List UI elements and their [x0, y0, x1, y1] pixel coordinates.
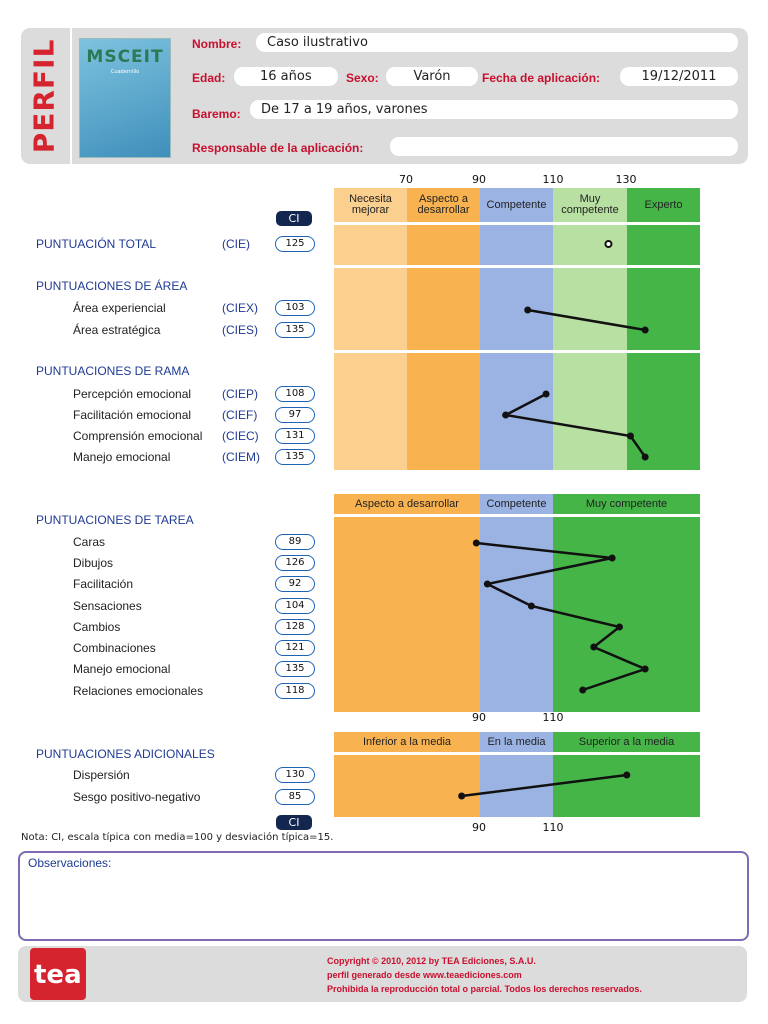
observaciones-box[interactable] — [18, 851, 749, 941]
tick-label: 110 — [542, 711, 564, 724]
generated-line: perfil generado desde www.teaediciones.com — [327, 970, 522, 980]
band-header: En la media — [487, 735, 546, 748]
tick-label: 90 — [472, 173, 486, 186]
ci-badge: CI — [276, 211, 312, 226]
tick-label: 130 — [615, 173, 637, 186]
score-pill: 135 — [275, 322, 315, 338]
score-pill: 103 — [275, 300, 315, 316]
tarea-point — [590, 644, 597, 651]
rama-line — [506, 394, 645, 457]
baremo-field[interactable]: De 17 a 19 años, varones — [250, 100, 738, 119]
tick-label: 110 — [542, 173, 564, 186]
code-label: (CIEX) — [222, 301, 258, 315]
band-header: Aspecto a desarrollar — [417, 193, 470, 216]
row-name: Dispersión — [73, 768, 130, 782]
score-pill: 121 — [275, 640, 315, 656]
band-header: Aspecto a desarrollar — [355, 497, 459, 510]
code-label: (CIE) — [222, 237, 250, 251]
tarea-point — [616, 624, 623, 631]
section-tarea: PUNTUACIONES DE TAREA — [36, 513, 194, 527]
score-pill: 135 — [275, 661, 315, 677]
tarea-point — [484, 581, 491, 588]
tarea-point — [473, 540, 480, 547]
baremo-label: Baremo: — [192, 107, 241, 121]
row-name: Facilitación emocional — [73, 408, 192, 422]
band-header: Experto — [644, 198, 683, 211]
code-label: (CIEC) — [222, 429, 259, 443]
code-label: (CIEP) — [222, 387, 258, 401]
band-header: Superior a la media — [578, 735, 675, 748]
area-point — [524, 307, 531, 314]
code-label: (CIEF) — [222, 408, 258, 422]
score-pill: 104 — [275, 598, 315, 614]
nombre-label: Nombre: — [192, 37, 242, 51]
row-name: Área estratégica — [73, 323, 161, 337]
rama-point — [627, 433, 634, 440]
adicionales-point — [458, 793, 465, 800]
score-pill: 125 — [275, 236, 315, 252]
band-header: Competente — [486, 497, 547, 510]
row-name: Caras — [73, 535, 106, 549]
row-name: Dibujos — [73, 556, 114, 570]
tick-label: 70 — [399, 173, 413, 186]
band-header: Muy competente — [585, 497, 668, 510]
section-rama: PUNTUACIONES DE RAMA — [36, 364, 190, 378]
edad-field[interactable]: 16 años — [234, 67, 338, 86]
tea-logo: tea — [30, 948, 86, 1000]
score-pill: 130 — [275, 767, 315, 783]
cover-subtitle: Cuadernillo — [110, 69, 140, 75]
tarea-line — [476, 543, 645, 690]
score-pill: 108 — [275, 386, 315, 402]
section-adicionales: PUNTUACIONES ADICIONALES — [36, 747, 215, 761]
score-pill: 85 — [275, 789, 315, 805]
observaciones-label: Observaciones: — [28, 856, 112, 870]
copyright-line: Copyright © 2010, 2012 by TEA Ediciones, S.A.U. — [327, 956, 536, 966]
band-header: Inferior a la media — [362, 735, 452, 748]
row-name: Facilitación — [73, 577, 134, 591]
row-name: Sesgo positivo-negativo — [73, 790, 201, 804]
row-name: Sensaciones — [73, 599, 142, 613]
band-header: Competente — [486, 198, 547, 211]
rama-point — [502, 412, 509, 419]
section-total: PUNTUACIÓN TOTAL — [36, 237, 157, 251]
row-name: Manejo emocional — [73, 450, 171, 464]
adicionales-line — [462, 775, 627, 796]
code-label: (CIEM) — [222, 450, 260, 464]
area-point — [642, 327, 649, 334]
rama-point — [543, 391, 550, 398]
score-pill: 131 — [275, 428, 315, 444]
rama-point — [642, 454, 649, 461]
row-name: Manejo emocional — [73, 662, 171, 676]
band-header: Necesita mejorar — [349, 193, 392, 216]
row-name: Cambios — [73, 620, 121, 634]
sexo-field[interactable]: Varón — [386, 67, 478, 86]
score-pill: 126 — [275, 555, 315, 571]
tarea-point — [579, 687, 586, 694]
tick-label: 110 — [542, 821, 564, 834]
adicionales-point — [623, 772, 630, 779]
score-pill: 118 — [275, 683, 315, 699]
score-pill: 97 — [275, 407, 315, 423]
fecha-field[interactable]: 19/12/2011 — [620, 67, 738, 86]
score-pill: 92 — [275, 576, 315, 592]
row-name: Relaciones emocionales — [73, 684, 204, 698]
fecha-label: Fecha de aplicación: — [482, 71, 601, 85]
code-label: (CIES) — [222, 323, 258, 337]
score-pill: 89 — [275, 534, 315, 550]
perfil-title: PERFIL — [27, 38, 61, 154]
row-name: Percepción emocional — [73, 387, 192, 401]
row-name: Área experiencial — [73, 301, 166, 315]
tarea-point — [528, 603, 535, 610]
tick-label: 90 — [472, 821, 486, 834]
score-pill: 128 — [275, 619, 315, 635]
responsable-label: Responsable de la aplicación: — [192, 141, 364, 155]
sexo-label: Sexo: — [346, 71, 379, 85]
row-name: Combinaciones — [73, 641, 156, 655]
area-line — [528, 310, 645, 330]
row-name: Comprensión emocional — [73, 429, 203, 443]
score-pill: 135 — [275, 449, 315, 465]
nombre-field[interactable]: Caso ilustrativo — [256, 33, 738, 52]
section-area: PUNTUACIONES DE ÁREA — [36, 279, 188, 293]
edad-label: Edad: — [192, 71, 226, 85]
tarea-point — [642, 666, 649, 673]
ci-badge: CI — [276, 815, 312, 830]
total-point — [605, 241, 611, 247]
cover-title: MSCEIT — [86, 47, 164, 67]
tick-label: 90 — [472, 711, 486, 724]
tarea-point — [609, 555, 616, 562]
band-header: Muy competente — [561, 193, 619, 216]
rights-line: Prohibida la reproducción total o parcial. Todos los derechos reservados. — [327, 984, 642, 994]
footnote: Nota: CI, escala típica con media=100 y desviación típica=15. — [21, 832, 334, 843]
